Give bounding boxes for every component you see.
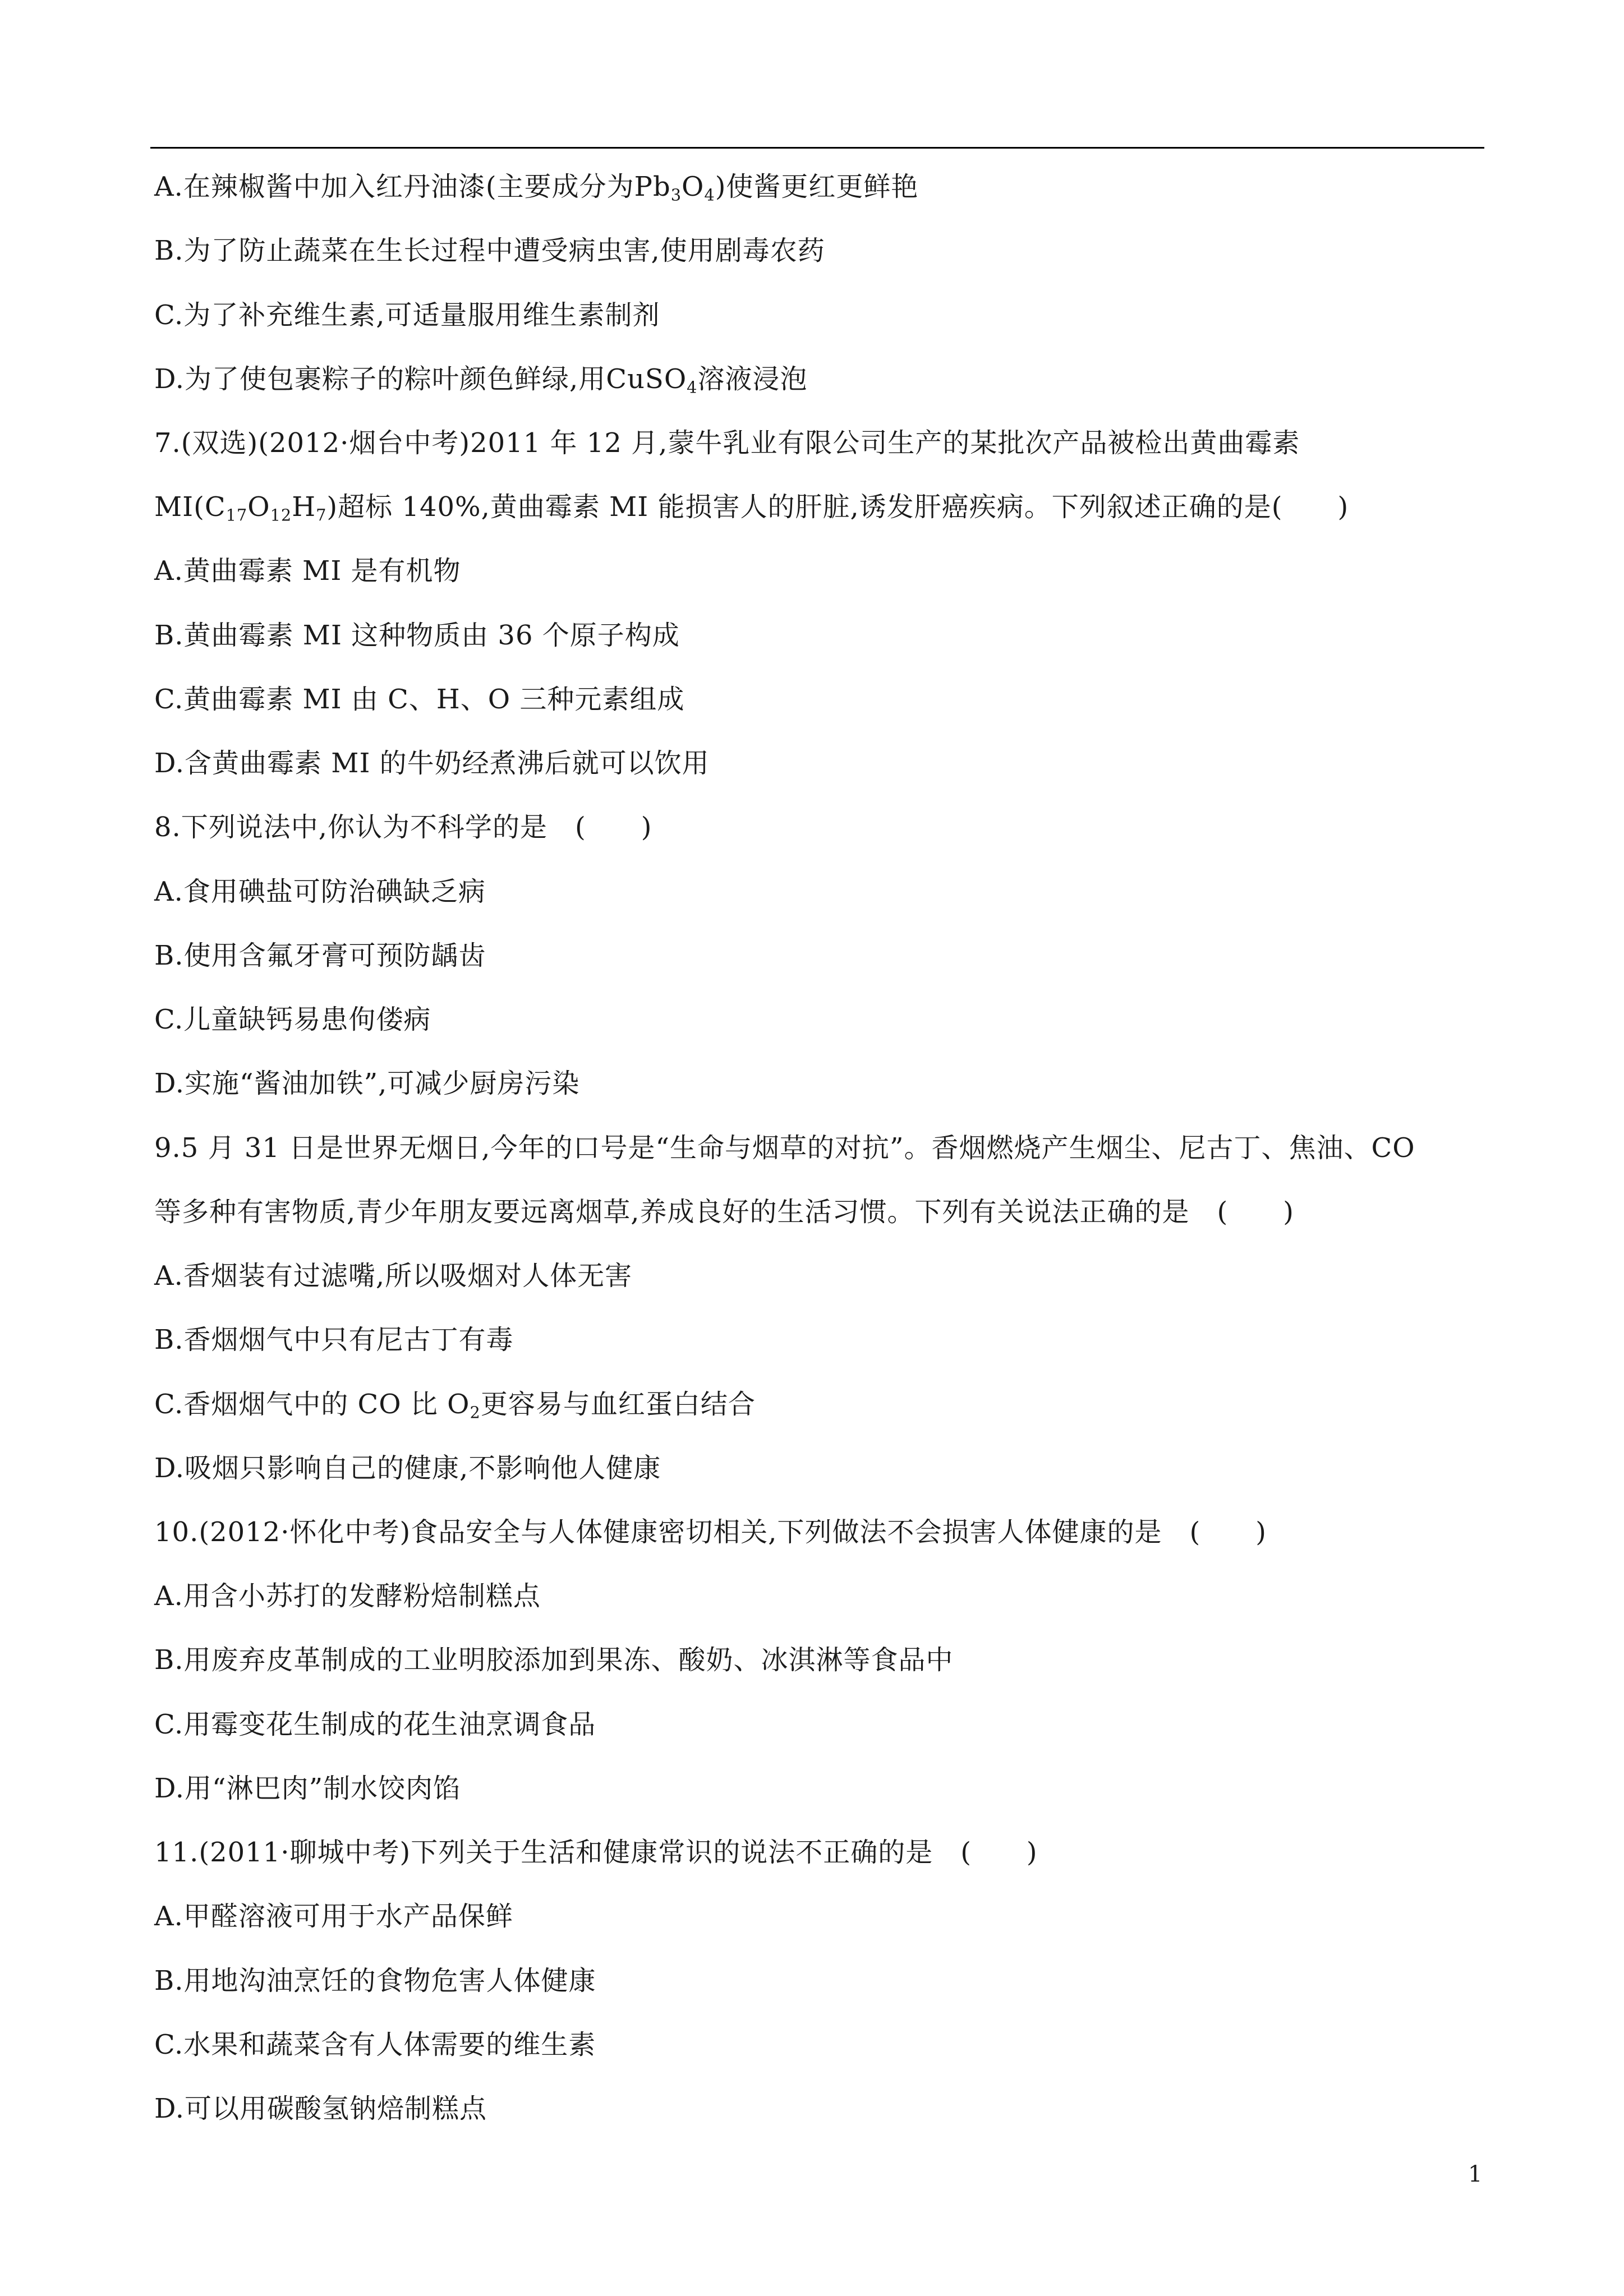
option-line: D.实施“酱油加铁”,可减少厨房污染: [154, 1068, 580, 1099]
option-line: C.为了补充维生素,可适量服用维生素制剂: [154, 299, 660, 331]
option-line: C.香烟烟气中的 CO 比 $O_2$更容易与血红蛋白结合: [154, 1389, 756, 1422]
question-line: $MI(C_{17}O_{12}H_7)$超标 140%,黄曲霉素 MI 能损害人的肝脏,诱发肝癌疾病。下列叙述正确的是( ): [154, 491, 1349, 525]
option-line: A.甲醛溶液可用于水产品保鲜: [154, 1901, 513, 1932]
question-line: 9.5 月 31 日是世界无烟日,今年的口号是“生命与烟草的对抗”。香烟燃烧产生烟尘、尼古丁、焦油、CO: [154, 1132, 1415, 1164]
option-line: A.在辣椒酱中加入红丹油漆(主要成分为$Pb_3O_4$)使酱更红更鲜艳: [154, 171, 919, 205]
question-line: 7.(双选)(2012·烟台中考)2011 年 12 月,蒙牛乳业有限公司生产的某批次产品被检出黄曲霉素: [154, 427, 1300, 459]
option-line: D.用“淋巴肉”制水饺肉馅: [154, 1773, 461, 1804]
option-line: B.为了防止蔬菜在生长过程中遭受病虫害,使用剧毒农药: [154, 235, 825, 266]
option-line: A.食用碘盐可防治碘缺乏病: [154, 876, 486, 907]
option-line: B.用地沟油烹饪的食物危害人体健康: [154, 1965, 596, 1997]
option-line: B.黄曲霉素 MI 这种物质由 36 个原子构成: [154, 620, 680, 651]
option-line: C.黄曲霉素 MI 由 C、H、O 三种元素组成: [154, 684, 685, 715]
option-line: D.含黄曲霉素 MI 的牛奶经煮沸后就可以饮用: [154, 748, 710, 779]
option-line: A.香烟装有过滤嘴,所以吸烟对人体无害: [154, 1260, 633, 1292]
header-rule: [150, 147, 1484, 149]
option-line: B.使用含氟牙膏可预防龋齿: [154, 940, 486, 971]
question-line: 11.(2011·聊城中考)下列关于生活和健康常识的说法不正确的是 ( ): [154, 1837, 1038, 1868]
option-line: B.香烟烟气中只有尼古丁有毒: [154, 1324, 514, 1356]
option-line: C.儿童缺钙易患佝偻病: [154, 1004, 431, 1035]
option-line: A.用含小苏打的发酵粉焙制糕点: [154, 1580, 541, 1612]
option-line: D.吸烟只影响自己的健康,不影响他人健康: [154, 1453, 661, 1484]
option-line: D.可以用碳酸氢钠焙制糕点: [154, 2093, 487, 2124]
question-line: 8.下列说法中,你认为不科学的是 ( ): [154, 812, 652, 843]
option-line: D.为了使包裹粽子的粽叶颜色鲜绿,用CuSO$_4$溶液浸泡: [154, 363, 808, 397]
page-number: 1: [1468, 2161, 1483, 2187]
question-line: 等多种有害物质,青少年朋友要远离烟草,养成良好的生活习惯。下列有关说法正确的是 ( ): [154, 1196, 1294, 1228]
question-line: 10.(2012·怀化中考)食品安全与人体健康密切相关,下列做法不会损害人体健康的是 ( ): [154, 1516, 1267, 1548]
option-line: A.黄曲霉素 MI 是有机物: [154, 555, 461, 587]
option-line: C.用霉变花生制成的花生油烹调食品: [154, 1709, 596, 1740]
option-line: B.用废弃皮革制成的工业明胶添加到果冻、酸奶、冰淇淋等食品中: [154, 1644, 954, 1676]
option-line: C.水果和蔬菜含有人体需要的维生素: [154, 2029, 596, 2060]
